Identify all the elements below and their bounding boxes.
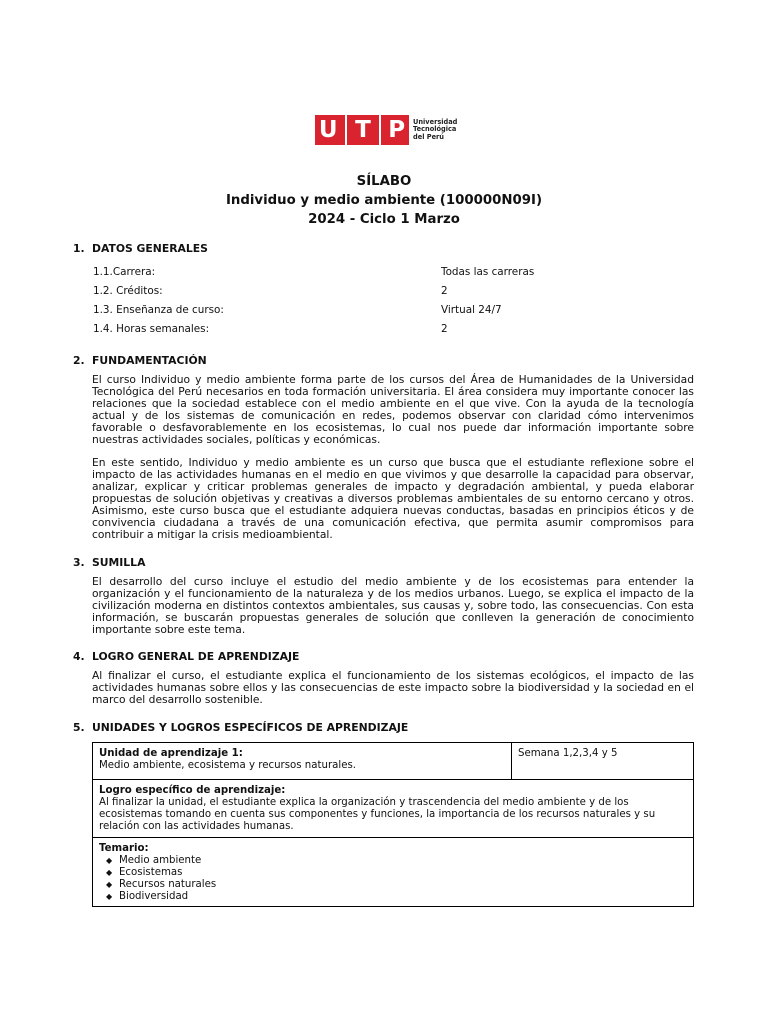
title-line-1: SÍLABO bbox=[356, 174, 412, 189]
logo-letter-t: T bbox=[355, 117, 371, 143]
logo-letter-p: P bbox=[388, 117, 406, 143]
logo-wordmark bbox=[413, 119, 457, 142]
section-number: 2. bbox=[73, 354, 85, 367]
section-heading-sumilla bbox=[73, 556, 145, 569]
section-number: 4. bbox=[73, 650, 85, 663]
unit-temario-title: Temario: bbox=[99, 843, 149, 854]
diamond-bullet-icon: ◆ bbox=[106, 868, 113, 877]
title-line-2: Individuo y medio ambiente (100000N09I) bbox=[225, 193, 543, 208]
unit-name-cell bbox=[93, 743, 512, 779]
unit-weeks-cell bbox=[512, 743, 693, 779]
diamond-bullet-icon: ◆ bbox=[106, 856, 113, 865]
logro-general-paragraph: Al finalizar el curso, el estudiante explica el funcionamiento de los sistemas ecológicos, el impacto de las actividades humanas sobre ellos y las consecuencias de este impacto sobre la biodiversidad y la sociedad en el marco del desarrollo sostenible. bbox=[92, 669, 694, 706]
logo-line: Universidad bbox=[413, 117, 458, 126]
general-data-label: 1.1.Carrera: bbox=[93, 266, 156, 278]
document-title bbox=[0, 172, 768, 229]
logo-divider bbox=[379, 115, 381, 145]
temario-item: Medio ambiente bbox=[119, 855, 202, 866]
section-title: UNIDADES Y LOGROS ESPECÍFICOS DE APRENDIZAJE bbox=[92, 721, 409, 734]
list-item bbox=[106, 867, 687, 879]
general-data-value: Virtual 24/7 bbox=[441, 304, 502, 316]
temario-item: Biodiversidad bbox=[119, 891, 189, 902]
fundamentacion-paragraph-2: En este sentido, Individuo y medio ambiente es un curso que busca que el estudiante reflexione sobre el impacto de las actividades humanas en el medio en que vivimos y que desarrolle la capacidad para observar, analizar, explicar y criticar problemas generales de impacto y degradación ambiental, y pueda elaborar propuestas de solución objetivas y creativas a diversos problemas ambientales de su entorno cercano y otros. Asimismo, este curso busca que el estudiante adquiera nuevas conductas, basadas en principios éticos y de convivencia ciudadana a través de una comunicación efectiva, que permita asumir compromisos para contribuir a mitigar la crisis medioambiental. bbox=[92, 456, 694, 541]
title-line-3: 2024 - Ciclo 1 Marzo bbox=[308, 212, 460, 227]
general-data-label: 1.4. Horas semanales: bbox=[93, 323, 210, 335]
temario-item: Recursos naturales bbox=[119, 879, 217, 890]
section-number: 5. bbox=[73, 721, 85, 734]
general-data-label: 1.3. Enseñanza de curso: bbox=[93, 304, 224, 316]
section-heading-datos-generales bbox=[73, 242, 208, 255]
diamond-bullet-icon: ◆ bbox=[106, 880, 113, 889]
section-title: FUNDAMENTACIÓN bbox=[92, 354, 207, 367]
temario-item: Ecosistemas bbox=[119, 867, 183, 878]
general-data-label: 1.2. Créditos: bbox=[93, 285, 163, 297]
section-title: LOGRO GENERAL DE APRENDIZAJE bbox=[92, 650, 300, 663]
unit-table bbox=[92, 742, 694, 907]
logo-line: del Perú bbox=[413, 132, 444, 141]
unit-weeks: Semana 1,2,3,4 y 5 bbox=[518, 748, 618, 759]
logo-divider bbox=[345, 115, 347, 145]
general-data-row bbox=[93, 323, 693, 342]
unit-logro-text: Al finalizar la unidad, el estudiante explica la organización y trascendencia del medio ambiente y de los ecosistemas tomando en cuenta sus componentes y funciones, la importancia de los recursos naturales y su relación con las actividades humanas. bbox=[99, 797, 656, 832]
unit-title: Unidad de aprendizaje 1: bbox=[99, 748, 243, 759]
diamond-bullet-icon: ◆ bbox=[106, 892, 113, 901]
general-data-row bbox=[93, 266, 693, 285]
section-heading-fundamentacion bbox=[73, 354, 207, 367]
section-heading-unidades bbox=[73, 721, 408, 734]
unit-name: Medio ambiente, ecosistema y recursos naturales. bbox=[99, 760, 357, 771]
section-number: 1. bbox=[73, 242, 85, 255]
general-data-row bbox=[93, 304, 693, 323]
general-data-value: Todas las carreras bbox=[441, 266, 535, 278]
logo-mark bbox=[315, 115, 409, 145]
section-title: SUMILLA bbox=[92, 556, 146, 569]
list-item bbox=[106, 891, 687, 903]
unit-logro-title: Logro específico de aprendizaje: bbox=[99, 785, 286, 796]
temario-list bbox=[99, 855, 687, 903]
general-data-value: 2 bbox=[441, 323, 448, 335]
unit-header-row bbox=[93, 743, 693, 780]
unit-logro-row bbox=[93, 780, 693, 838]
section-heading-logro-general bbox=[73, 650, 299, 663]
logo-line: Tecnológica bbox=[413, 125, 457, 134]
utp-logo bbox=[315, 115, 457, 145]
section-number: 3. bbox=[73, 556, 85, 569]
section-title: DATOS GENERALES bbox=[92, 242, 208, 255]
sumilla-paragraph: El desarrollo del curso incluye el estudio del medio ambiente y de los ecosistemas para entender la organización y el funcionamiento de la naturaleza y de los medios urbanos. Luego, se explica el impacto de la civilización moderna en distintos contextos ambientales, sus causas y, sobre todo, las consecuencias. Con esta información, se buscarán propuestas generales de solución que conlleven la generación de conocimiento importante sobre este tema. bbox=[92, 575, 694, 636]
unit-temario-row bbox=[93, 838, 693, 906]
logo-letter-u: U bbox=[318, 117, 338, 143]
general-data-row bbox=[93, 285, 693, 304]
list-item bbox=[106, 855, 687, 867]
list-item bbox=[106, 879, 687, 891]
general-data-list bbox=[93, 266, 693, 342]
fundamentacion-paragraph-1: El curso Individuo y medio ambiente forma parte de los cursos del Área de Humanidades de la Universidad Tecnológica del Perú necesarios en toda formación universitaria. El área considera muy importante conocer las relaciones que la sociedad establece con el medio ambiente en el que vive. Con la ayuda de la tecnología actual y de los sistemas de comunicación en redes, podemos observar con claridad cómo intervenimos favorable o desfavorablemente en los ecosistemas, lo cual nos puede dar información importante sobre nuestras actividades sociales, políticas y económicas. bbox=[92, 373, 694, 446]
general-data-value: 2 bbox=[441, 285, 448, 297]
